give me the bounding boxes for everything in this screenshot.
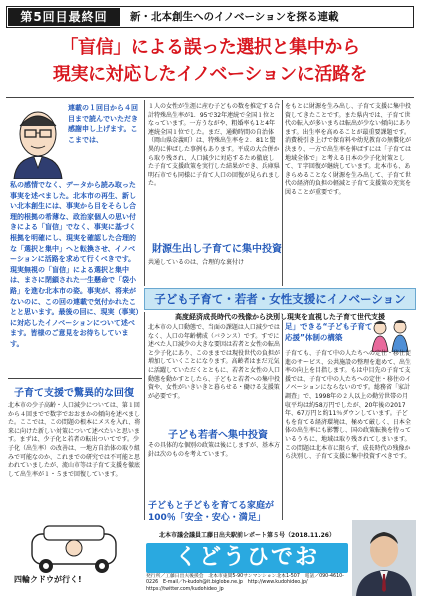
series-title: 新・北本創生へのイノベーションを探る連載 bbox=[130, 11, 339, 23]
mascot-caption: 四輪クドウが行く! bbox=[14, 575, 82, 584]
mascot-car-logo bbox=[6, 520, 142, 582]
column-rule-2 bbox=[282, 100, 283, 286]
left-divider bbox=[8, 378, 142, 379]
lead-body: 私の感情でなく、データから読み取った事実を述べました。北本市の再生、新しい北本創生には、事実から目をそらし合理的根拠の希薄な、政治家個人の思い付きによる「盲信」でなく、事実に基づく根拠を明確にし、現実を確認した合理的な「選択と集中」へと転換させ、イノベーションに活路を求めて行くべきです。現実無視の「盲信」による選択と集中は、まさに閉鎖された一生懸命で「袋小路」を進む北本市の姿。事実が、将来がないのに、この回の連載で気付かれたことと思います。最後の回に、現実（事実）に対応したイノベーションについて述べます。皆様のご意見をお待ちしています。 bbox=[10, 181, 139, 348]
headline-divider bbox=[6, 97, 414, 98]
middle-subheading: 財源生出し子育てに集中投資 bbox=[152, 244, 282, 255]
headline-line2: 現実に対応したイノベーションに活路を bbox=[52, 64, 368, 85]
section-banner: 子ども子育て・若者・女性支援にイノベーション bbox=[144, 288, 416, 310]
middle-column-text: １人の女性が生涯に産む子どもの数を推定する合計特殊出生率が1．95で32年連続で全国１位となっています。一方うながや、粗婚率も1と4年連続全国１位でした。まだ、通勤時間の自治体（岡山県奈義町）は、特殊出生率を２．81と驚異的に伸ばした事例もあります。平成の大合併から取り残され、人口減少に対応するため徹底した子育て支援政策を実行した結果ができ、兵庫県明石市でも同様に子育て人口の回復が見られました。 bbox=[148, 103, 281, 188]
left-body-text: 北本市の少子高齢・人口減少については、第１回から４回までで数字でおおまかの傾向を述べました。ここでは、この問題の根本にメスを入れ、将来に向けた新しい対策について述べたいと思います。まずは、少子化と若者の転出ついてです。少子化（出生率）の改善は、一地方自治体の取り組みで可能なのか、これまでの研究では不可能と思われていましたが、流山市等は子育て支援を徹底して出生率が１・５まで回復しています。 bbox=[8, 402, 141, 478]
author-name: くどうひでお bbox=[174, 545, 319, 570]
section-banner-subtitle: 高度経済成長時代の残像から決別し現実を直視した子育て世代支援 bbox=[175, 312, 385, 321]
youth-subheading: 子ども若者へ集中投資 bbox=[168, 430, 268, 441]
youth-emphasis-text: 子どもと子どもを育てる家庭が100％「安全・安心・満足」 bbox=[148, 501, 275, 523]
youth-body-text: その具体的な個別の政策は後にしますが、基本方針は次のものを考えています。 bbox=[148, 442, 281, 458]
right-column-text: をもとに財源を生み出し、子育て支援に集中投資してきたことです。また県内では、子育て世代の転入が多いまちは転出が少ない傾向にあります。出生率を高めることが最重要課題です。消費税引き上げで保育料や幼児教育の無償化が決まり、一方で出生率を伸ばすには「子育ては地域全体で」と考える日本の少子化対策として、Ｔ字回復が継続しています。北本市も、あきらめることなく財源を生み出して、子育て世代の経済的負担の軽減と子育て支援策の充実を図ることが重要です。 bbox=[285, 103, 412, 196]
lead-intro: 連載の１回目から４回目まで読んでいただき感謝申し上げます。ここまでは、 bbox=[68, 104, 138, 144]
report-info: 北本市議会議員工藤日出夫駅前レポート第５号（2018.11.26） bbox=[159, 532, 335, 539]
column-rule-1 bbox=[144, 100, 145, 286]
middle-column-text-2: 共通しているのは、合理的な裏付け bbox=[148, 259, 245, 266]
support-system-heading: 足」できる“子ども子育て応援”体制の構築 bbox=[285, 322, 373, 342]
series-tag: 第5回目最終回 bbox=[8, 8, 120, 26]
lower-right-text: 子育ても、子育て中の人たちへの定住・移住促進のサービス、公共施設の整理を進めて、出生率の向上を目指します。もは中目先の子育て支援では、子育て中の人たちへの定住・移住のイノベーションにならないのです。総務省「家計調査」で、1998年の２人以上の勤労世帯の月収平均は約58万円でしたが、20年後の2017年、67万円と約11％ダウンしています。子どもを育てる経済環境は、極めて厳しく、日本全体の出生率にも影響し、国の政策転換を待っているうちに、地域は取り残されてしまいます。この問題は北本市に限らず、成長時代の残像から決別し、子育て支援に集中投資すべきです。 bbox=[285, 350, 412, 461]
author-portrait-illustration bbox=[8, 104, 68, 179]
publisher-contact: 発行所／工藤日出夫後援会 北本市東間5-90サンマンション北本1-507 電話／090-4610-0226 E-mail／h-kudoh@it.biglobe.ne.jp http://www.kudohideo.jp/ https://twitter.com/kudohideo_jp bbox=[146, 574, 344, 592]
column-rule-2b bbox=[282, 320, 283, 520]
column-rule-1b bbox=[144, 312, 145, 520]
lower-middle-text: 北本市の人口動態で、当面の課題は人口減少ではなく、人口の年齢構成（バランス）です。すでに述べた人口減少の大きな要因は若者と女性の転出と少子化にあり、このままでは現役世代の負担が増加していくことになります。高齢者はまだ元気に活躍していただくとともに、若者と女性の人口動態を動かすとしたら、子どもと若者への集中投資や、女性がいきいきと暮らせる・働ける支援策が必要です。 bbox=[148, 324, 281, 400]
children-illustration bbox=[368, 318, 414, 352]
headline bbox=[6, 34, 414, 94]
headline-line1: 「盲信」による誤った選択と集中から bbox=[60, 37, 360, 58]
left-subheading: 子育て支援で驚異的な回復 bbox=[14, 388, 134, 399]
author-photo bbox=[352, 520, 416, 596]
